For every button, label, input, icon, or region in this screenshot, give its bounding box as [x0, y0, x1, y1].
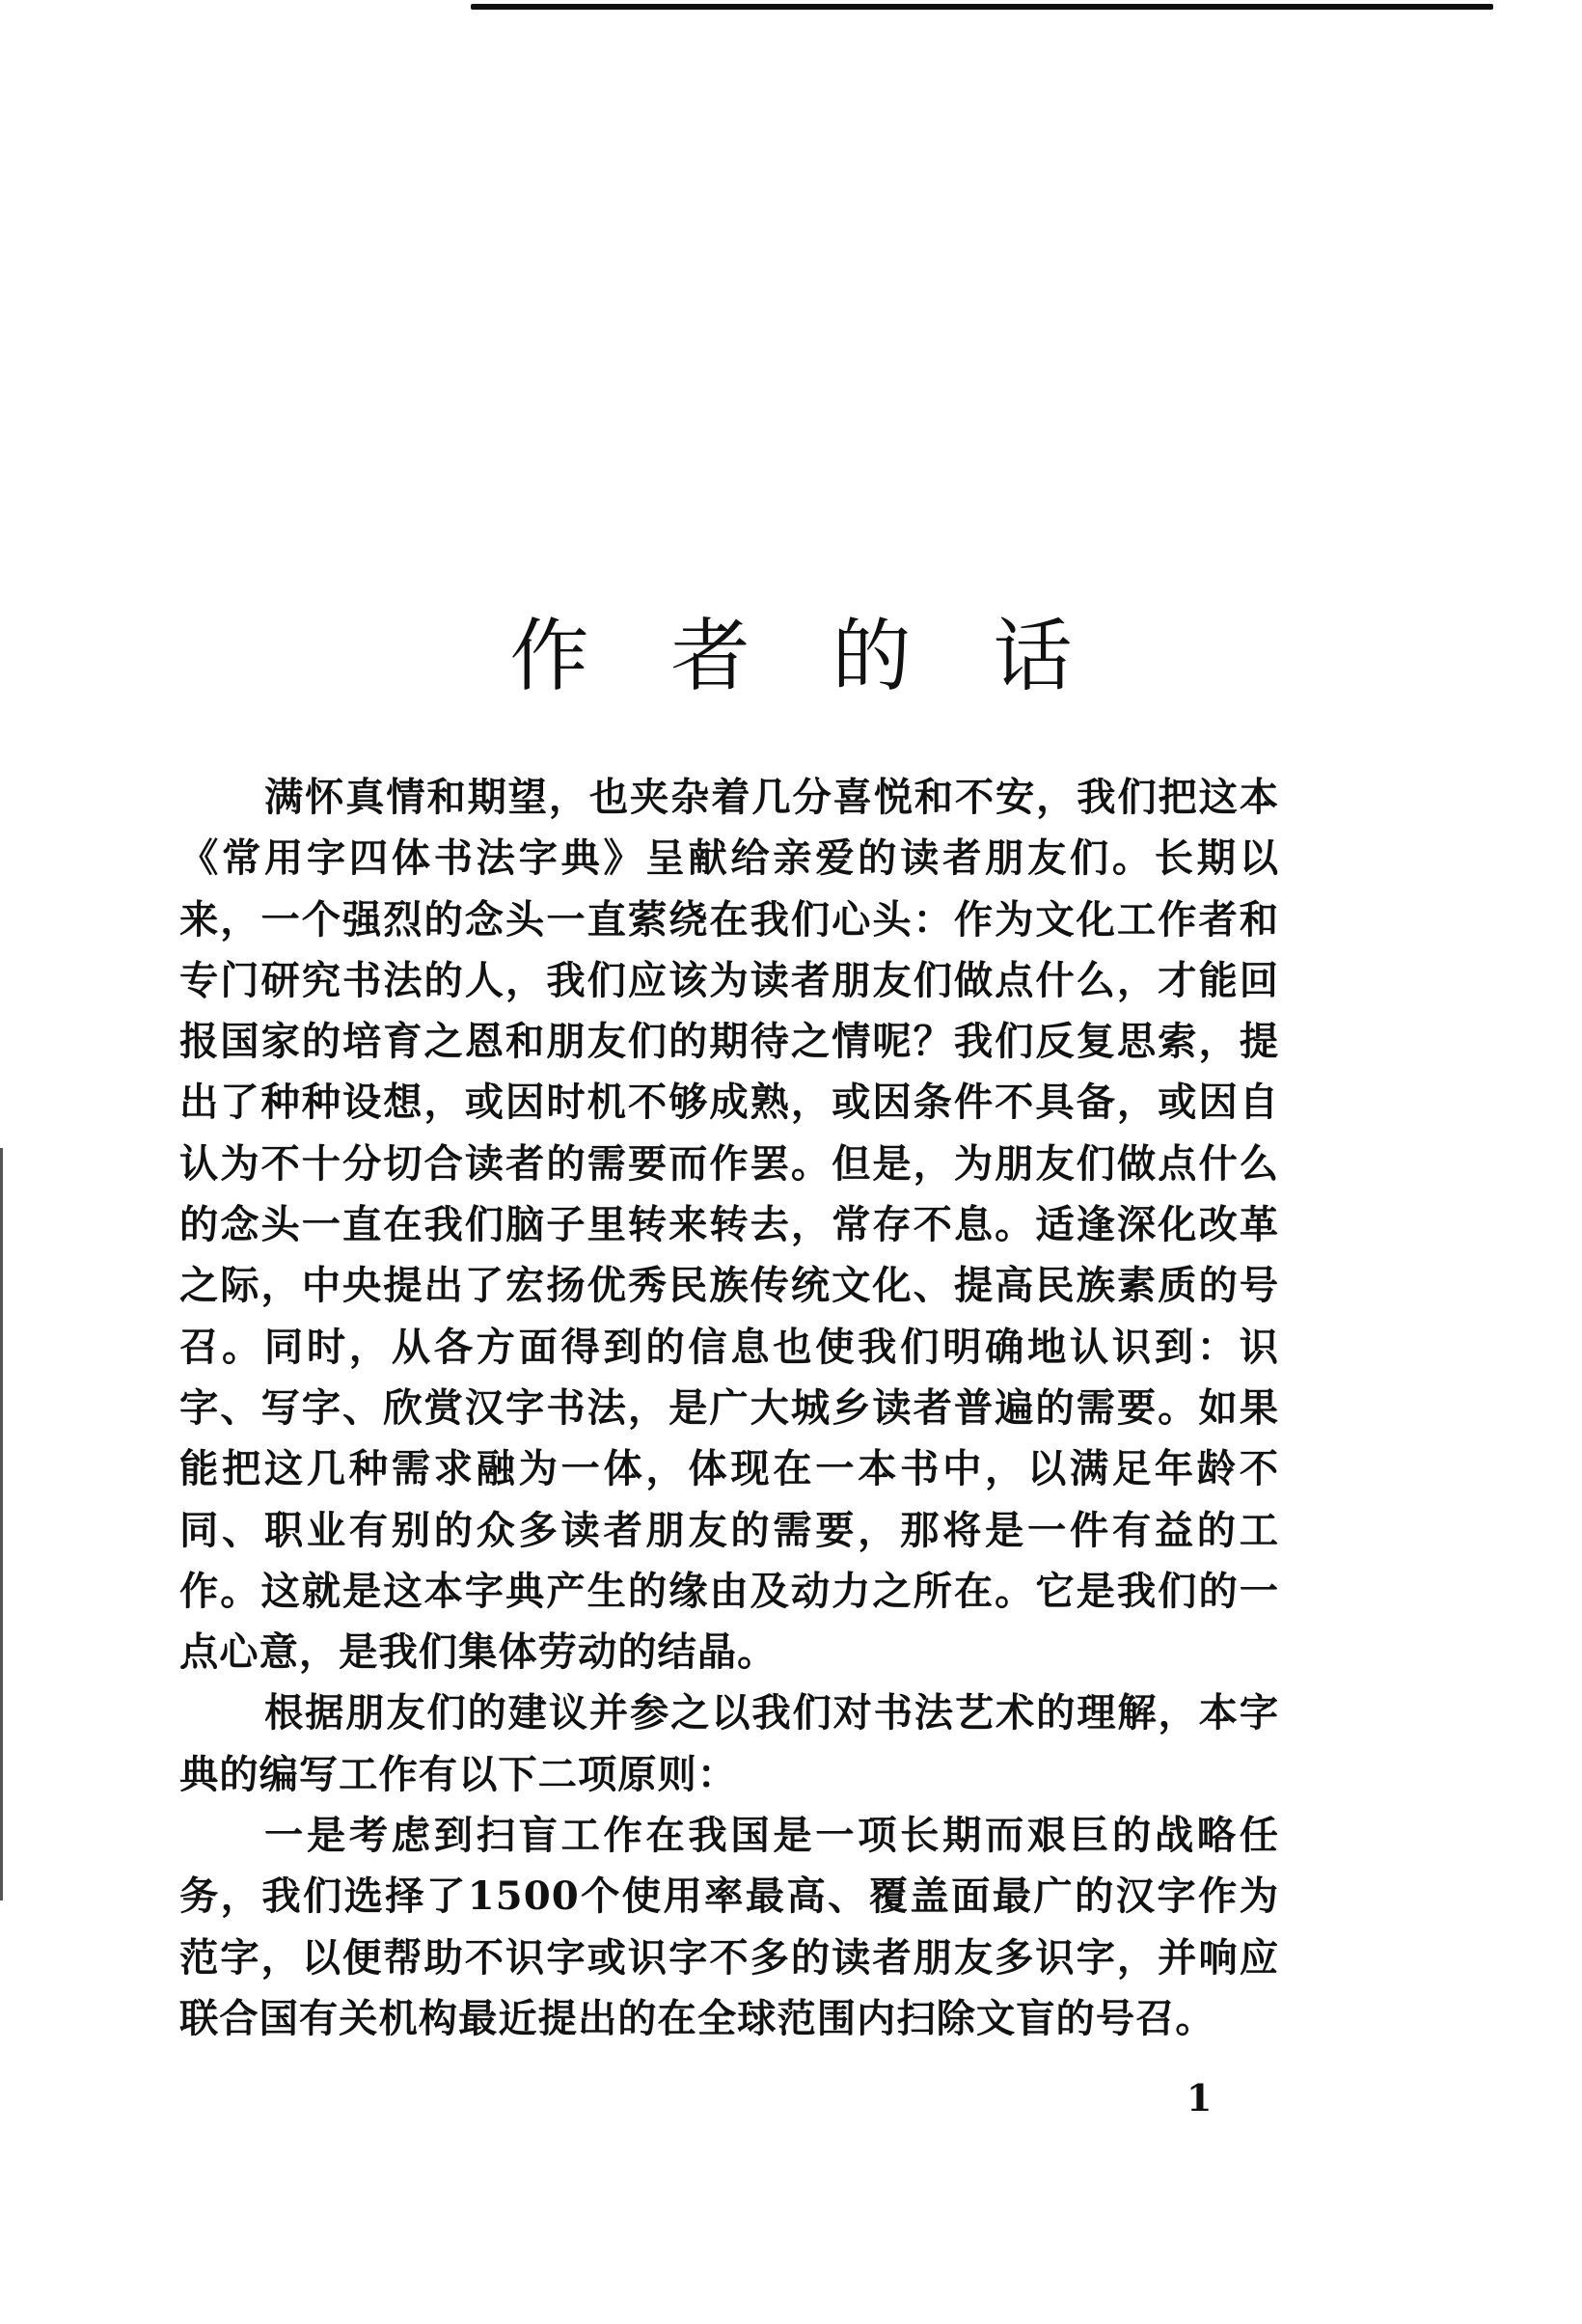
scan-edge-line	[0, 1148, 3, 1900]
paragraph: 满怀真情和期望，也夹杂着几分喜悦和不安，我们把这本《常用字四体书法字典》呈献给亲爱的读者朋友们。长期以来，一个强烈的念头一直萦绕在我们心头：作为文化工作者和专门研究书法的人，我们应该为读者朋友们做点什么，才能回报国家的培育之恩和朋友们的期待之情呢？我们反复思索，提出了种种设想，或因时机不够成熟，或因条件不具备，或因自认为不十分切合读者的需要而作罢。但是，为朋友们做点什么的念头一直在我们脑子里转来转去，常存不息。适逢深化改革之际，中央提出了宏扬优秀民族传统文化、提高民族素质的号召。同时，从各方面得到的信息也使我们明确地认识到：识字、写字、欣赏汉字书法，是广大城乡读者普遍的需要。如果能把这几种需求融为一体，体现在一本书中，以满足年龄不同、职业有别的众多读者朋友的需要，那将是一件有益的工作。这就是这本字典产生的缘由及动力之所在。它是我们的一点心意，是我们集体劳动的结晶。	[179, 774, 1279, 1676]
title-char: 的	[832, 611, 912, 702]
page-number: 1	[1186, 2076, 1213, 2119]
paragraph: 根据朋友们的建议并参之以我们对书法艺术的理解，本字典的编写工作有以下二项原则：	[179, 1689, 1279, 1797]
title-char: 者	[670, 611, 750, 702]
title-char: 话	[993, 611, 1073, 702]
title-char: 作	[509, 611, 589, 702]
top-rule	[471, 4, 1493, 10]
page-title	[0, 611, 1582, 702]
paragraph: 一是考虑到扫盲工作在我国是一项长期而艰巨的战略任务，我们选择了1500个使用率最高、覆盖面最广的汉字作为范字，以便帮助不识字或识字不多的读者朋友多识字，并响应联合国有关机构最近提出的在全球范围内扫除文盲的号召。	[179, 1812, 1279, 2041]
body-text	[179, 767, 1279, 2049]
